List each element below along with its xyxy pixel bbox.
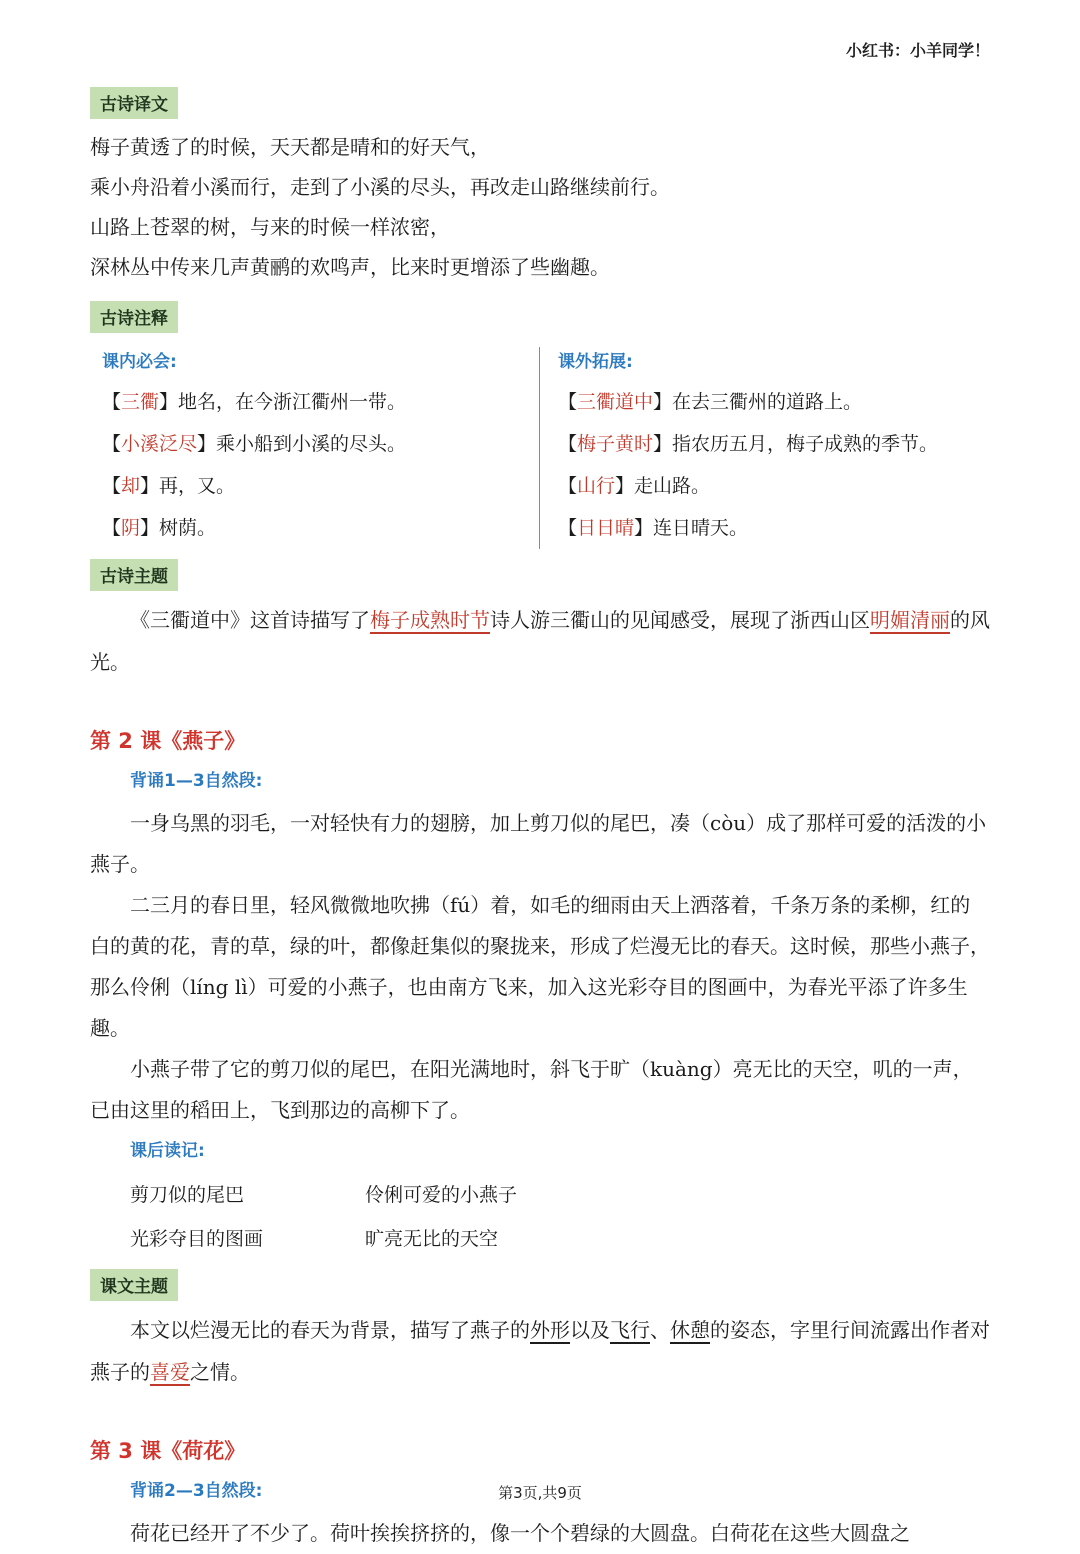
theme-text: 的姿态，字里行间流露出作者对燕子的 bbox=[90, 1318, 990, 1384]
bracket-close: 】 bbox=[653, 433, 673, 455]
theme-highlight: 梅子成熟时节 bbox=[370, 608, 490, 632]
lesson2-title: 第 2 课《燕子》 bbox=[90, 729, 246, 753]
section-label-translation: 古诗译文 bbox=[90, 87, 178, 119]
lesson3-recite-label: 背诵2—3自然段: bbox=[130, 1481, 263, 1501]
bracket-close: 】 bbox=[140, 517, 160, 539]
lesson2-notes-label: 课后读记: bbox=[130, 1141, 205, 1161]
bracket-open: 【 bbox=[102, 475, 122, 497]
theme-text: 以及 bbox=[570, 1318, 610, 1342]
annotation-desc: 连日晴天。 bbox=[653, 517, 749, 539]
annotation-item bbox=[558, 423, 990, 465]
note-cell: 旷亮无比的天空 bbox=[365, 1228, 499, 1250]
lesson2-recite-label: 背诵1—3自然段: bbox=[130, 771, 263, 791]
annotation-term: 三衢 bbox=[121, 391, 160, 413]
theme-text: 《三衢道中》这首诗描写了 bbox=[130, 608, 370, 632]
theme-underline: 飞行 bbox=[610, 1318, 650, 1342]
theme-highlight: 喜爱 bbox=[150, 1360, 190, 1384]
translation-line: 深林丛中传来几声黄鹂的欢鸣声，比来时更增添了些幽趣。 bbox=[90, 255, 610, 279]
annotation-term: 日日晴 bbox=[577, 517, 635, 539]
annotation-desc: 乘小船到小溪的尽头。 bbox=[216, 433, 407, 455]
bracket-close: 】 bbox=[159, 391, 179, 413]
bracket-open: 【 bbox=[558, 391, 578, 413]
bracket-open: 【 bbox=[102, 391, 122, 413]
section-label-annotation: 古诗注释 bbox=[90, 301, 178, 333]
annotation-desc: 地名，在今浙江衢州一带。 bbox=[178, 391, 407, 413]
bracket-close: 】 bbox=[140, 475, 160, 497]
annotation-term: 阴 bbox=[121, 517, 141, 539]
theme-highlight: 明媚清丽 bbox=[870, 608, 950, 632]
bracket-close: 】 bbox=[634, 517, 654, 539]
annotation-term: 山行 bbox=[577, 475, 616, 497]
translation-line: 乘小舟沿着小溪而行，走到了小溪的尽头，再改走山路继续前行。 bbox=[90, 175, 670, 199]
annotation-term: 小溪泛尽 bbox=[121, 433, 198, 455]
bracket-open: 【 bbox=[558, 475, 578, 497]
lesson2-paragraph: 小燕子带了它的剪刀似的尾巴，在阳光满地时，斜飞于旷（kuàng）亮无比的天空，叽的一声，已由这里的稻田上，飞到那边的高柳下了。 bbox=[90, 1057, 973, 1122]
annotation-term: 却 bbox=[121, 475, 141, 497]
annotation-columns bbox=[90, 347, 990, 549]
theme-underline: 休憩 bbox=[670, 1318, 710, 1342]
theme-text: 、 bbox=[650, 1318, 670, 1342]
bracket-open: 【 bbox=[558, 517, 578, 539]
theme-text: 诗人游三衢山的见闻感受，展现了浙西山区 bbox=[490, 608, 870, 632]
section-label-text-theme: 课文主题 bbox=[90, 1269, 178, 1301]
annotation-item bbox=[102, 465, 521, 507]
annotation-term: 梅子黄时 bbox=[577, 433, 654, 455]
poem-translation-block bbox=[90, 127, 990, 287]
theme-text: 本文以烂漫无比的春天为背景，描写了燕子的 bbox=[130, 1318, 530, 1342]
annotation-item bbox=[558, 465, 990, 507]
bracket-open: 【 bbox=[102, 433, 122, 455]
annotation-item bbox=[558, 507, 990, 549]
annotation-item bbox=[102, 423, 521, 465]
annotation-left-title: 课内必会: bbox=[102, 352, 177, 372]
lesson3-paragraph: 荷花已经开了不少了。荷叶挨挨挤挤的，像一个个碧绿的大圆盘。白荷花在这些大圆盘之 bbox=[130, 1521, 910, 1545]
annotation-item bbox=[102, 381, 521, 423]
annotation-desc: 指农历五月，梅子成熟的季节。 bbox=[672, 433, 939, 455]
annotation-desc: 在去三衢州的道路上。 bbox=[672, 391, 863, 413]
lesson2-theme-paragraph bbox=[90, 1309, 990, 1393]
annotation-desc: 再，又。 bbox=[159, 475, 236, 497]
section-label-poem-theme: 古诗主题 bbox=[90, 559, 178, 591]
bracket-close: 】 bbox=[653, 391, 673, 413]
bracket-close: 】 bbox=[197, 433, 217, 455]
annotation-item bbox=[102, 507, 521, 549]
lesson2-notes-grid bbox=[130, 1173, 990, 1261]
theme-underline: 外形 bbox=[530, 1318, 570, 1342]
note-cell: 剪刀似的尾巴 bbox=[130, 1184, 245, 1206]
note-cell: 光彩夺目的图画 bbox=[130, 1228, 264, 1250]
translation-line: 梅子黄透了的时候，天天都是晴和的好天气， bbox=[90, 135, 490, 159]
page-footer: 第3页,共9页 bbox=[498, 1484, 582, 1502]
theme-text: 的风光。 bbox=[90, 608, 990, 674]
note-cell: 伶俐可爱的小燕子 bbox=[365, 1184, 518, 1206]
bracket-open: 【 bbox=[102, 517, 122, 539]
lesson2-paragraph: 二三月的春日里，轻风微微地吹拂（fú）着，如毛的细雨由天上洒落着，千条万条的柔柳，红的白的黄的花，青的草，绿的叶，都像赶集似的聚拢来，形成了烂漫无比的春天。这时候，那些小燕子，那么伶俐（líng lì）可爱的小燕子，也由南方飞来，加入这光彩夺目的图画中，为春光平添了许多生趣。 bbox=[90, 893, 990, 1040]
bracket-open: 【 bbox=[558, 433, 578, 455]
theme-text: 之情。 bbox=[190, 1360, 250, 1384]
annotation-desc: 走山路。 bbox=[634, 475, 711, 497]
bracket-close: 】 bbox=[615, 475, 635, 497]
annotation-desc: 树荫。 bbox=[159, 517, 217, 539]
poem-theme-paragraph bbox=[90, 599, 990, 683]
annotation-right-column bbox=[540, 347, 990, 549]
lesson3-title: 第 3 课《荷花》 bbox=[90, 1439, 246, 1463]
annotation-left-column bbox=[90, 347, 540, 549]
annotation-right-title: 课外拓展: bbox=[558, 352, 633, 372]
lesson2-paragraph: 一身乌黑的羽毛，一对轻快有力的翅膀，加上剪刀似的尾巴，凑（còu）成了那样可爱的活泼的小燕子。 bbox=[90, 811, 987, 876]
watermark-text: 小红书：小羊同学！ bbox=[845, 41, 990, 60]
translation-line: 山路上苍翠的树，与来的时候一样浓密， bbox=[90, 215, 450, 239]
annotation-item bbox=[558, 381, 990, 423]
annotation-term: 三衢道中 bbox=[577, 391, 654, 413]
